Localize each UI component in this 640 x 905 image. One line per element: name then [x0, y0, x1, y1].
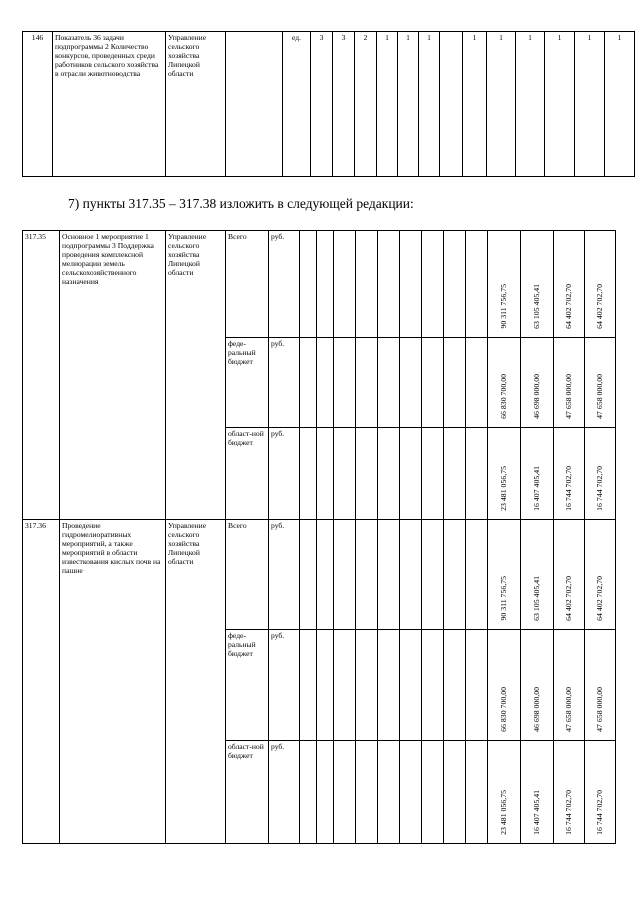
row-number: 317.36: [23, 520, 60, 844]
amount-cell: [488, 741, 521, 844]
amount-value: 64 402 702,70: [564, 576, 574, 621]
amount-cell: [488, 338, 521, 428]
empty-year-cell: [422, 520, 444, 630]
empty-year-cell: [400, 630, 422, 741]
amount-value: 47 658 000,00: [564, 687, 574, 732]
value-cell: 1: [487, 32, 516, 177]
amount-value: 47 658 000,00: [564, 374, 574, 419]
empty-year-cell: [378, 428, 400, 520]
empty-year-cell: [400, 741, 422, 844]
amount-value: 23 481 056,75: [499, 790, 509, 835]
amount-cell: [521, 520, 554, 630]
empty-year-cell: [400, 231, 422, 338]
amount-value: 63 105 405,41: [532, 576, 542, 621]
empty-year-cell: [300, 338, 317, 428]
measure-name: Основное 1 мероприятие 1 подпрограммы 3 Поддержка проведения комплексной мелиорации земель сельскохозяйственного назначения: [60, 231, 166, 520]
amount-cell: [521, 338, 554, 428]
amount-cell: [521, 428, 554, 520]
amount-cell: [585, 630, 616, 741]
row-number: 317.35: [23, 231, 60, 520]
empty-year-cell: [334, 428, 356, 520]
amount-value: 46 698 000,00: [532, 687, 542, 732]
empty-year-cell: [378, 520, 400, 630]
table-row-146: [22, 31, 635, 177]
empty-year-cell: [422, 741, 444, 844]
amount-cell: [585, 428, 616, 520]
empty-year-cell: [444, 338, 466, 428]
indicator-name: Показатель 36 задачи подпрограммы 2 Количество конкурсов, проведенных среди работников сельского хозяйства в отрасли животноводства: [53, 32, 166, 177]
funding-source: Всего: [226, 520, 269, 630]
amount-value: 90 311 756,75: [499, 576, 509, 621]
amount-cell: [521, 630, 554, 741]
amount-cell: [521, 741, 554, 844]
amendment-instruction: 7) пункты 317.35 – 317.38 изложить в следующей редакции:: [68, 196, 414, 211]
amount-value: 64 402 702,70: [595, 576, 605, 621]
empty-year-cell: [334, 520, 356, 630]
amount-cell: [488, 520, 521, 630]
amount-value: 66 830 700,00: [499, 374, 509, 419]
measure-name: Проведение гидромелиоративных мероприятий, а также мероприятий в области известкования кислых почв на пашне: [60, 520, 166, 844]
empty-year-cell: [444, 428, 466, 520]
empty-year-cell: [422, 630, 444, 741]
table-row: [23, 231, 616, 338]
empty-year-cell: [378, 338, 400, 428]
unit-cell: руб.: [269, 741, 300, 844]
amount-value: 90 311 756,75: [499, 284, 509, 329]
empty-year-cell: [356, 630, 378, 741]
empty-year-cell: [356, 520, 378, 630]
amount-cell: [585, 231, 616, 338]
empty-year-cell: [334, 741, 356, 844]
empty-year-cell: [466, 630, 488, 741]
amount-cell: [554, 231, 585, 338]
funding-source: Всего: [226, 231, 269, 338]
empty-year-cell: [466, 428, 488, 520]
unit-cell: руб.: [269, 630, 300, 741]
empty-year-cell: [422, 231, 444, 338]
value-cell: [440, 32, 463, 177]
amount-cell: [585, 741, 616, 844]
empty-year-cell: [400, 428, 422, 520]
value-cell: 1: [545, 32, 575, 177]
table-row: [23, 520, 616, 630]
empty-year-cell: [444, 630, 466, 741]
value-cell: 3: [311, 32, 333, 177]
value-cell: 3: [333, 32, 355, 177]
amount-cell: [521, 231, 554, 338]
amount-value: 23 481 056,75: [499, 466, 509, 511]
amount-cell: [488, 231, 521, 338]
amount-cell: [488, 630, 521, 741]
empty-year-cell: [422, 338, 444, 428]
value-cell: 1: [377, 32, 398, 177]
amount-cell: [554, 338, 585, 428]
unit-cell: руб.: [269, 520, 300, 630]
amount-value: 16 744 702,70: [564, 466, 574, 511]
empty-year-cell: [334, 231, 356, 338]
unit-cell: ед.: [283, 32, 311, 177]
empty-year-cell: [317, 741, 334, 844]
empty-year-cell: [444, 231, 466, 338]
empty-year-cell: [466, 520, 488, 630]
funding-source: феде-ральный бюджет: [226, 338, 269, 428]
value-cell: 1: [605, 32, 635, 177]
amount-value: 47 658 000,00: [595, 687, 605, 732]
empty-year-cell: [300, 630, 317, 741]
empty-year-cell: [378, 231, 400, 338]
table-row: [23, 32, 635, 177]
empty-year-cell: [300, 520, 317, 630]
value-cell: 1: [516, 32, 545, 177]
empty-year-cell: [400, 338, 422, 428]
amount-value: 63 105 405,41: [532, 284, 542, 329]
empty-year-cell: [317, 520, 334, 630]
value-cell: 1: [419, 32, 440, 177]
unit-cell: руб.: [269, 428, 300, 520]
amount-value: 16 744 702,70: [595, 466, 605, 511]
empty-year-cell: [317, 338, 334, 428]
amount-cell: [554, 428, 585, 520]
empty-year-cell: [356, 338, 378, 428]
funding-source: феде-ральный бюджет: [226, 630, 269, 741]
source-cell: [226, 32, 283, 177]
amount-value: 47 658 000,00: [595, 374, 605, 419]
empty-year-cell: [356, 231, 378, 338]
empty-year-cell: [466, 231, 488, 338]
amount-value: 16 744 702,70: [595, 790, 605, 835]
empty-year-cell: [317, 428, 334, 520]
amount-value: 46 698 000,00: [532, 374, 542, 419]
amount-cell: [554, 520, 585, 630]
funding-source: област-ной бюджет: [226, 428, 269, 520]
empty-year-cell: [334, 630, 356, 741]
amount-cell: [554, 630, 585, 741]
empty-year-cell: [356, 428, 378, 520]
value-cell: 1: [398, 32, 419, 177]
row-number: 146: [23, 32, 53, 177]
amount-value: 16 744 702,70: [564, 790, 574, 835]
value-cell: 2: [355, 32, 377, 177]
amount-value: 16 407 405,41: [532, 466, 542, 511]
empty-year-cell: [422, 428, 444, 520]
unit-cell: руб.: [269, 338, 300, 428]
empty-year-cell: [356, 741, 378, 844]
amount-cell: [585, 520, 616, 630]
amount-cell: [488, 428, 521, 520]
empty-year-cell: [466, 338, 488, 428]
executor-cell: Управление сельского хозяйства Липецкой области: [166, 520, 226, 844]
empty-year-cell: [317, 231, 334, 338]
amount-value: 16 407 405,41: [532, 790, 542, 835]
program-measures-table: [22, 230, 616, 844]
empty-year-cell: [400, 520, 422, 630]
empty-year-cell: [444, 520, 466, 630]
empty-year-cell: [300, 741, 317, 844]
empty-year-cell: [300, 231, 317, 338]
empty-year-cell: [334, 338, 356, 428]
empty-year-cell: [300, 428, 317, 520]
empty-year-cell: [378, 741, 400, 844]
amount-cell: [585, 338, 616, 428]
empty-year-cell: [444, 741, 466, 844]
executor-cell: Управление сельского хозяйства Липецкой области: [166, 231, 226, 520]
value-cell: 1: [463, 32, 487, 177]
amount-value: 64 402 702,70: [564, 284, 574, 329]
empty-year-cell: [466, 741, 488, 844]
amount-value: 64 402 702,70: [595, 284, 605, 329]
funding-source: област-ной бюджет: [226, 741, 269, 844]
amount-value: 66 830 700,00: [499, 687, 509, 732]
value-cell: 1: [575, 32, 605, 177]
amount-cell: [554, 741, 585, 844]
empty-year-cell: [317, 630, 334, 741]
unit-cell: руб.: [269, 231, 300, 338]
executor-cell: Управление сельского хозяйства Липецкой области: [166, 32, 226, 177]
empty-year-cell: [378, 630, 400, 741]
